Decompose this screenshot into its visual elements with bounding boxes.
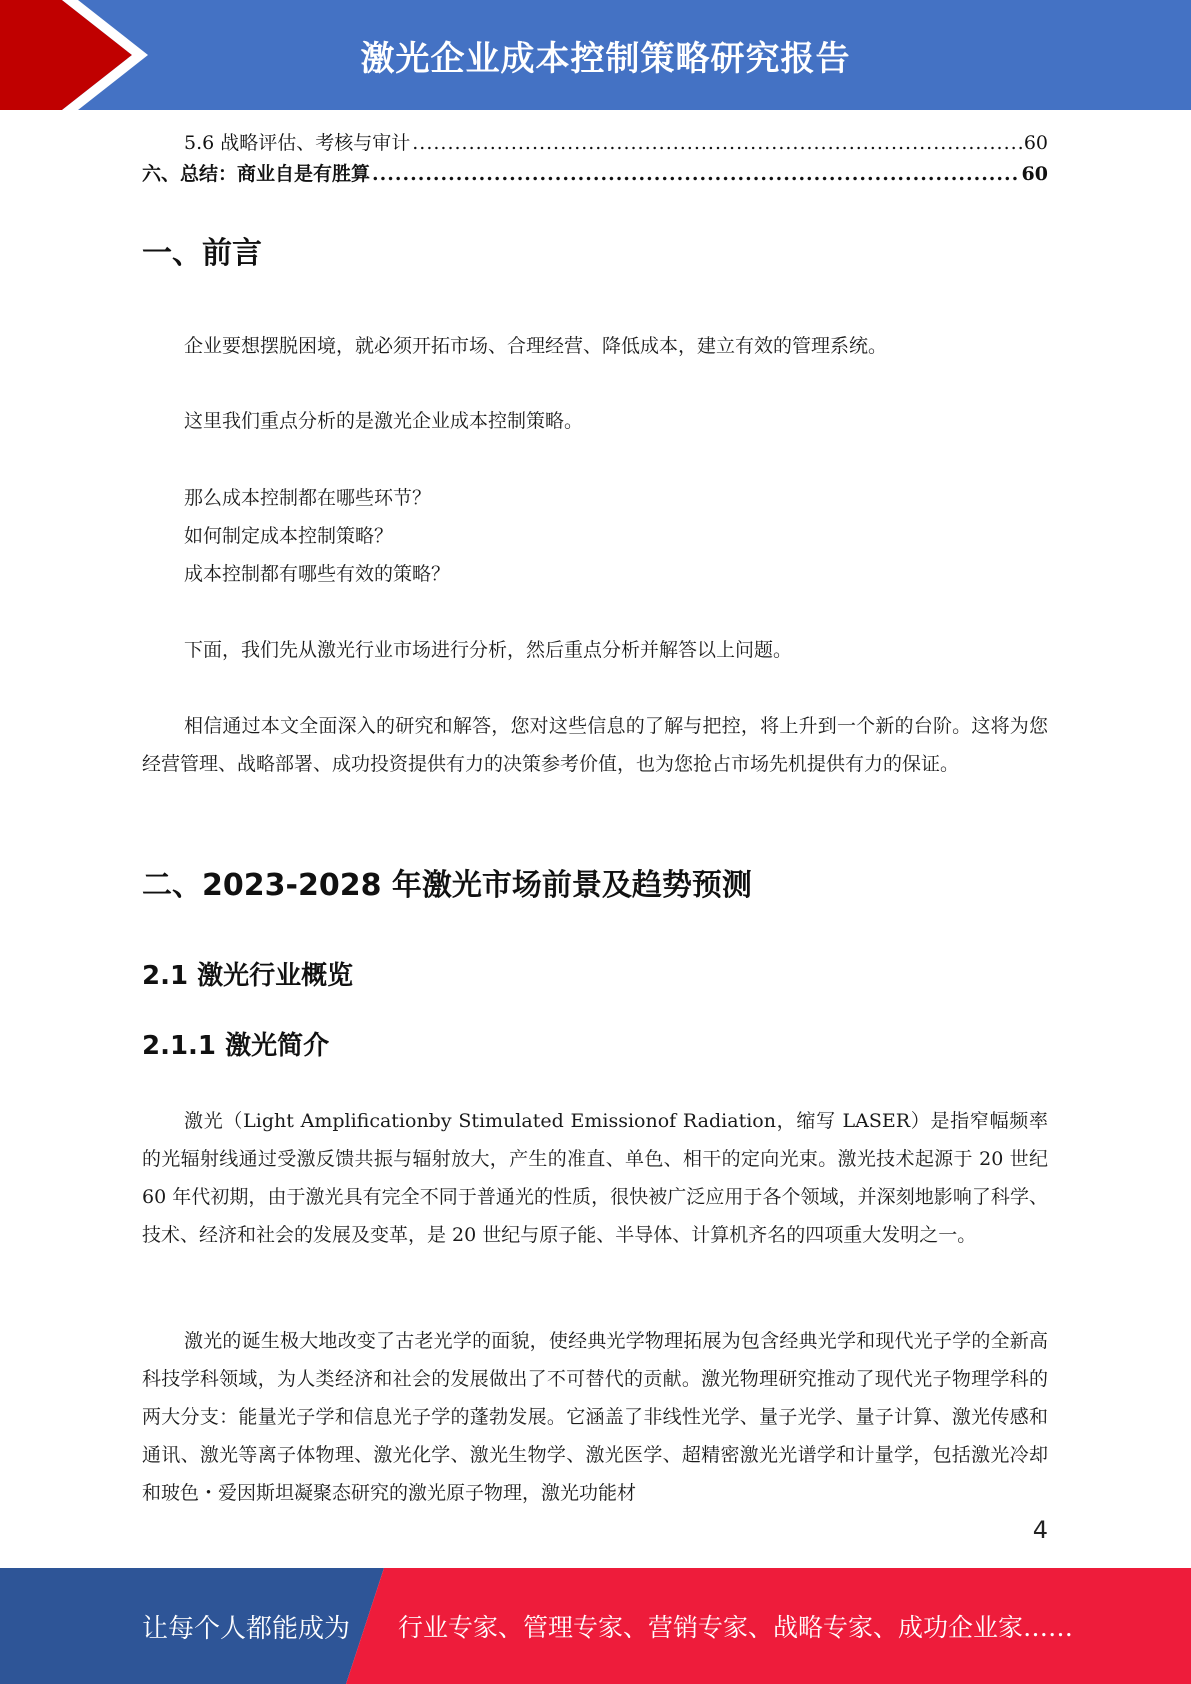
footer-slogan-right: 行业专家、管理专家、营销专家、战略专家、成功企业家…… bbox=[398, 1613, 1074, 1642]
preface-question: 成本控制都有哪些有效的策略？ bbox=[184, 563, 451, 585]
intro-paragraph: 激光（Light Amplificationby Stimulated Emissionof Radiation，缩写 LASER）是指窄幅频率的光辐射线通过受激反馈共振与辐射放大，产生的准直、单色、相干的定向光束。激光技术起源于 20 世纪 60 年代初期，由于激光具有完全不同于普通光的性质，很快被广泛应用于各个领域，并深刻地影响了科学、技术、经济和社会的发展及变革，是 20 世纪与原子能、半导体、计算机齐名的四项重大发明之一。 bbox=[142, 1110, 1048, 1246]
report-title: 激光企业成本控制策略研究报告 bbox=[360, 38, 851, 79]
preface-question: 那么成本控制都在哪些环节？ bbox=[184, 487, 432, 509]
subsection-heading-overview: 2.1 激光行业概览 bbox=[142, 961, 354, 991]
subsection-heading-intro: 2.1.1 激光简介 bbox=[142, 1031, 330, 1061]
page-footer bbox=[0, 1568, 1191, 1684]
footer-slogan-left: 让每个人都能成为 bbox=[142, 1613, 351, 1644]
preface-paragraph: 企业要想摆脱困境，就必须开拓市场、合理经营、降低成本，建立有效的管理系统。 bbox=[184, 335, 888, 357]
toc-entry-page: 60 bbox=[1021, 163, 1048, 185]
preface-paragraph: 这里我们重点分析的是激光企业成本控制策略。 bbox=[184, 410, 584, 432]
toc-leader-dots bbox=[372, 159, 1020, 189]
preface-paragraph: 下面，我们先从激光行业市场进行分析，然后重点分析并解答以上问题。 bbox=[184, 639, 793, 661]
page-header bbox=[0, 0, 1191, 110]
preface-paragraph: 相信通过本文全面深入的研究和解答，您对这些信息的了解与把控，将上升到一个新的台阶。这将为您经营管理、战略部署、成功投资提供有力的决策参考价值，也为您抢占市场先机提供有力的保证。 bbox=[142, 715, 1048, 775]
toc-entry[interactable] bbox=[184, 128, 1048, 158]
toc-leader-dots bbox=[412, 128, 1022, 158]
toc-entry[interactable] bbox=[142, 159, 1048, 189]
toc-entry-label: 六、总结：商业自是有胜算 bbox=[142, 163, 371, 185]
section-heading-market: 二、2023-2028 年激光市场前景及趋势预测 bbox=[142, 868, 752, 903]
preface-question: 如何制定成本控制策略？ bbox=[184, 525, 394, 547]
section-heading-preface: 一、前言 bbox=[142, 236, 262, 271]
page-number: 4 bbox=[1032, 1516, 1048, 1544]
toc-entry-page: 60 bbox=[1023, 132, 1048, 154]
intro-paragraph: 激光的诞生极大地改变了古老光学的面貌，使经典光学物理拓展为包含经典光学和现代光子学的全新高科技学科领域，为人类经济和社会的发展做出了不可替代的贡献。激光物理研究推动了现代光子物理学科的两大分支：能量光子学和信息光子学的蓬勃发展。它涵盖了非线性光学、量子光学、量子计算、激光传感和通讯、激光等离子体物理、激光化学、激光生物学、激光医学、超精密激光光谱学和计量学，包括激光冷却和玻色・爱因斯坦凝聚态研究的激光原子物理，激光功能材 bbox=[142, 1330, 1048, 1504]
toc-entry-label: 5.6 战略评估、考核与审计 bbox=[184, 132, 411, 154]
